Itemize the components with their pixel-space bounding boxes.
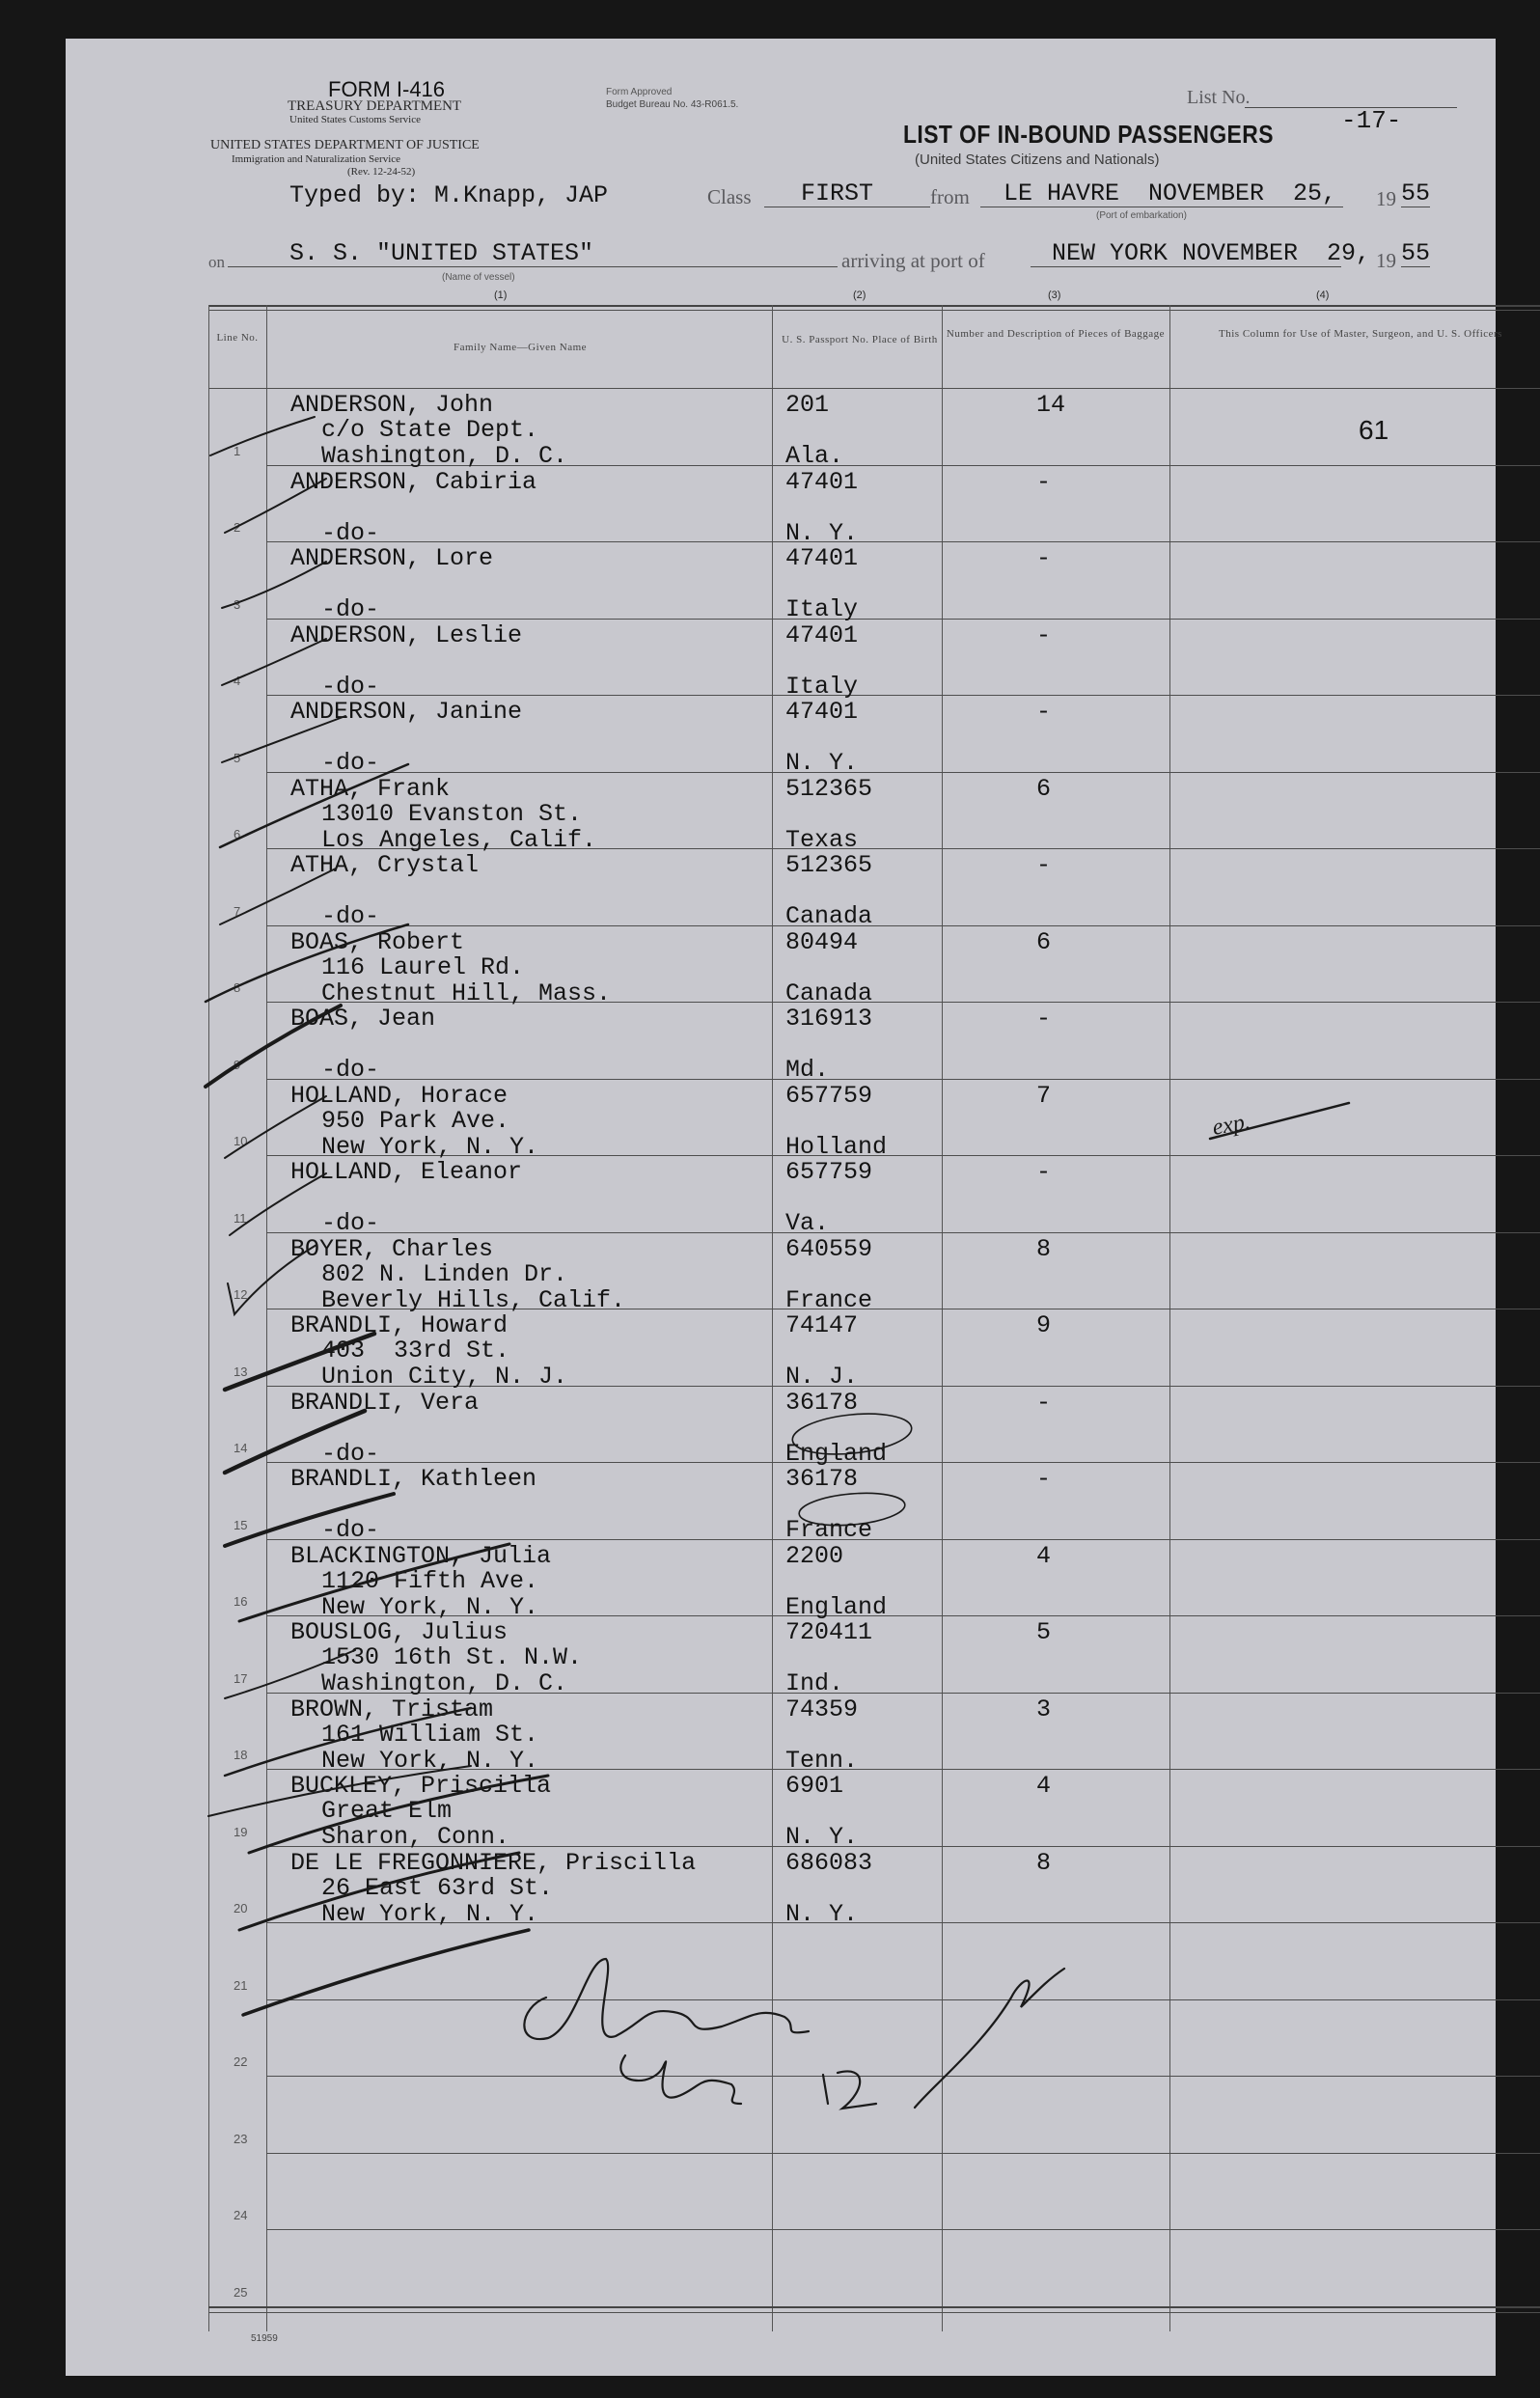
line-number: 13 [234,1364,248,1379]
passenger-name: ANDERSON, Lore [290,544,494,572]
passport-number: 47401 [785,698,859,726]
treasury-dept: TREASURY DEPARTMENT [288,98,462,114]
line-number: 10 [234,1134,248,1148]
address-line-1: c/o State Dept. [321,416,539,444]
passenger-name: BOAS, Robert [290,927,465,956]
form-approved: Form Approved [606,87,673,97]
row-divider [266,1539,1540,1540]
place-of-birth: Italy [785,595,859,623]
place-of-birth: N. Y. [785,518,859,547]
baggage-count: 4 [1036,1772,1052,1800]
passport-number: 74359 [785,1695,859,1723]
place-of-birth: N. Y. [785,1823,859,1851]
place-of-birth: France [785,1516,873,1544]
place-of-birth: N. Y. [785,1899,859,1928]
passenger-name: BRANDLI, Kathleen [290,1465,537,1493]
passenger-name: ANDERSON, John [290,391,494,419]
check-mark [210,417,315,455]
table-top-line [208,305,1540,307]
passport-number: 512365 [785,774,873,803]
place-of-birth: Ala. [785,442,844,470]
place-of-birth: Canada [785,902,873,930]
passport-number: 36178 [785,1388,859,1417]
customs-service: United States Customs Service [289,114,421,125]
check-mark [243,1930,529,2015]
address-line-2: -do- [321,1516,380,1544]
on-label: on [208,253,225,271]
place-of-birth: England [785,1439,888,1468]
baggage-count: - [1036,467,1052,496]
immigration-service: Immigration and Naturalization Service [232,153,401,165]
address-line-2: Union City, N. J. [321,1363,568,1391]
col-divider-passport [942,305,943,2331]
baggage-count: - [1036,1158,1052,1186]
from-label: from [930,185,970,208]
from-value: LE HAVRE NOVEMBER 25, [1004,179,1337,207]
baggage-count: - [1036,1465,1052,1493]
line-number: 1 [234,443,241,458]
address-line-2: New York, N. Y. [321,1746,539,1775]
passport-number: 47401 [785,620,859,649]
line-number: 3 [234,596,241,612]
line-number: 17 [234,1670,248,1686]
officer-strike [1210,1103,1349,1139]
vessel-underline [228,266,838,267]
address-line-2: New York, N. Y. [321,1592,539,1621]
baggage-count: 8 [1036,1234,1052,1263]
row-divider [266,2153,1540,2154]
address-line-2: -do- [321,1209,380,1237]
baggage-count: - [1036,851,1052,879]
passenger-name: HOLLAND, Horace [290,1081,509,1110]
line-number: 7 [234,903,241,919]
col-num-1: (1) [494,289,508,301]
list-no-value: -17- [1341,106,1402,135]
place-of-birth: N. Y. [785,749,859,777]
passport-number: 47401 [785,544,859,572]
address-line-2: Sharon, Conn. [321,1823,510,1851]
address-line-2: -do- [321,902,380,930]
row-divider [266,1079,1540,1080]
passenger-name: BOAS, Jean [290,1005,436,1033]
col-header-baggage: Number and Description of Pieces of Baggage [946,328,1166,340]
handwritten-marks [66,39,1496,2376]
row-divider [266,1462,1540,1463]
year-value: 55 [1401,179,1431,207]
arriving-underline [1031,266,1341,267]
officer-note: 61 [1359,415,1389,445]
col-header-officers: This Column for Use of Master, Surgeon, and U. S. Officers [1219,328,1502,340]
passenger-name: BRANDLI, Vera [290,1388,480,1417]
form-subtitle: (United States Citizens and Nationals) [915,152,1160,168]
col-header-name: Family Name—Given Name [453,342,588,353]
budget-bureau: Budget Bureau No. 43-R061.5. [606,99,739,110]
vessel-caption: (Name of vessel) [442,272,515,283]
vessel-value: S. S. "UNITED STATES" [289,239,594,267]
address-line-2: -do- [321,1056,380,1084]
passenger-name: DE LE FREGONNIERE, Priscilla [290,1848,697,1877]
passenger-name: ATHA, Frank [290,774,451,803]
address-line-2: -do- [321,518,380,547]
baggage-count: 3 [1036,1695,1052,1723]
table-bottom-line [208,2306,1540,2308]
line-number: 12 [234,1287,248,1302]
address-line-2: -do- [321,1439,380,1468]
form-title: LIST OF IN-BOUND PASSENGERS [903,120,1274,149]
passenger-name: ANDERSON, Janine [290,698,523,726]
baggage-count: 7 [1036,1081,1052,1110]
passenger-name: BROWN, Tristam [290,1695,494,1723]
initials-scribble [915,1969,1064,2108]
address-line-2: -do- [321,595,380,623]
passport-number: 512365 [785,851,873,879]
address-line-1: 116 Laurel Rd. [321,952,525,981]
officer-mark-exp: exp. [1210,1109,1252,1141]
passenger-name: BUCKLEY, Priscilla [290,1772,552,1800]
line-number: 25 [234,2284,248,2300]
address-line-1: 161 William St. [321,1720,539,1749]
year-underline-2 [1401,266,1430,267]
address-line-2: Washington, D. C. [321,1669,568,1697]
line-number: 8 [234,980,241,995]
revision-date: (Rev. 12-24-52) [347,166,416,178]
line-number: 4 [234,674,241,688]
address-line-1: 802 N. Linden Dr. [321,1259,568,1288]
line-number: 21 [234,1977,248,1993]
row-divider [266,2076,1540,2077]
passenger-name: BLACKINGTON, Julia [290,1541,552,1570]
line-number: 9 [234,1057,241,1072]
address-line-2: Los Angeles, Calif. [321,825,597,854]
address-line-1: Great Elm [321,1797,453,1825]
baggage-count: 6 [1036,927,1052,956]
place-of-birth: Italy [785,672,859,701]
place-of-birth: Texas [785,825,859,854]
baggage-count: - [1036,698,1052,726]
address-line-2: New York, N. Y. [321,1132,539,1161]
passport-number: 80494 [785,927,859,956]
passport-number: 657759 [785,1158,873,1186]
place-of-birth: Md. [785,1056,830,1084]
address-line-2: -do- [321,749,380,777]
year-value-2: 55 [1401,239,1431,267]
address-line-1: 950 Park Ave. [321,1106,510,1135]
passport-number: 74147 [785,1311,859,1339]
passport-number: 316913 [785,1005,873,1033]
baggage-count: 8 [1036,1848,1052,1877]
passenger-name: ATHA, Crystal [290,851,480,879]
row-divider [266,772,1540,773]
passport-number: 36178 [785,1465,859,1493]
baggage-count: 9 [1036,1311,1052,1339]
address-line-1: 1530 16th St. N.W. [321,1643,583,1671]
row-divider [266,1232,1540,1233]
line-number: 18 [234,1748,248,1762]
place-of-birth: N. J. [785,1363,859,1391]
line-number: 23 [234,2131,248,2146]
line-number: 20 [234,1901,248,1916]
year-prefix: 19 [1376,187,1396,210]
place-of-birth: Tenn. [785,1746,859,1775]
table-bottom-line-2 [208,2312,1540,2313]
passenger-name: BRANDLI, Howard [290,1311,509,1339]
col-divider-baggage [1169,305,1170,2331]
passport-number: 657759 [785,1081,873,1110]
passenger-list-form [66,39,1502,2376]
form-number: FORM I-416 [328,77,446,101]
baggage-count: - [1036,1388,1052,1417]
col-divider-lineno [266,305,267,2331]
line-number: 11 [234,1210,247,1226]
passenger-name: ANDERSON, Leslie [290,620,523,649]
address-line-1: 403 33rd St. [321,1337,510,1364]
table-top-line-2 [208,310,1540,311]
passport-number: 201 [785,391,830,419]
address-line-2: Beverly Hills, Calif. [321,1285,626,1314]
place-of-birth: Holland [785,1132,888,1161]
row-divider [266,695,1540,696]
signature-scribble [620,2055,741,2104]
passport-number: 640559 [785,1234,873,1263]
baggage-count: 5 [1036,1618,1052,1646]
address-line-1: 13010 Evanston St. [321,799,583,828]
class-value: FIRST [801,179,874,207]
line-number: 2 [234,520,241,535]
col-num-3: (3) [1048,289,1061,301]
passenger-name: ANDERSON, Cabiria [290,467,537,496]
line-number: 19 [234,1824,248,1839]
col-header-line-no: Line No. [216,332,259,344]
port-embark-caption: (Port of embarkation) [1096,210,1187,221]
col-divider-name [772,305,773,2331]
count-12 [823,2071,876,2109]
table-left-border [208,305,209,2331]
line-number: 5 [234,750,241,765]
row-divider [266,925,1540,926]
arriving-value: NEW YORK NOVEMBER 29, [1052,239,1371,267]
row-divider [266,2229,1540,2230]
place-of-birth: England [785,1592,888,1621]
passport-number: 2200 [785,1541,844,1570]
justice-dept: UNITED STATES DEPARTMENT OF JUSTICE [210,138,480,152]
baggage-count: - [1036,544,1052,572]
row-divider [266,541,1540,542]
line-number: 15 [234,1517,248,1532]
address-line-2: New York, N. Y. [321,1899,539,1928]
baggage-count: - [1036,1005,1052,1033]
passenger-name: BOYER, Charles [290,1234,494,1263]
passport-number: 47401 [785,467,859,496]
line-number: 22 [234,2054,248,2069]
typed-by: Typed by: M.Knapp, JAP [289,181,609,209]
header-bottom-line [208,388,1540,389]
row-divider [266,1999,1540,2000]
address-line-1: 1120 Fifth Ave. [321,1566,539,1595]
line-number: 24 [234,2208,248,2222]
passport-number: 6901 [785,1772,844,1800]
baggage-count: 4 [1036,1541,1052,1570]
line-number: 16 [234,1594,248,1609]
address-line-1: 26 East 63rd St. [321,1873,554,1902]
baggage-count: 6 [1036,774,1052,803]
footer-code: 51959 [251,2333,278,2344]
row-divider [266,619,1540,620]
year-prefix-2: 19 [1376,249,1396,272]
address-line-2: Chestnut Hill, Mass. [321,978,612,1007]
place-of-birth: Canada [785,978,873,1007]
line-number: 14 [234,1441,248,1455]
list-no-label: List No. [1187,87,1251,108]
passport-number: 720411 [785,1618,873,1646]
place-of-birth: France [785,1285,873,1314]
address-line-2: Washington, D. C. [321,442,568,470]
col-num-4: (4) [1316,289,1330,301]
passport-number: 686083 [785,1848,873,1877]
class-label: Class [707,185,752,208]
address-line-2: -do- [321,672,380,701]
baggage-count: - [1036,620,1052,649]
place-of-birth: Va. [785,1209,830,1237]
passenger-name: BOUSLOG, Julius [290,1618,509,1646]
col-header-passport: U. S. Passport No. Place of Birth [782,334,938,345]
passenger-name: HOLLAND, Eleanor [290,1158,523,1186]
baggage-count: 14 [1036,391,1066,419]
col-num-2: (2) [853,289,866,301]
line-number: 6 [234,827,241,841]
arriving-label: arriving at port of [841,249,985,272]
place-of-birth: Ind. [785,1669,844,1697]
